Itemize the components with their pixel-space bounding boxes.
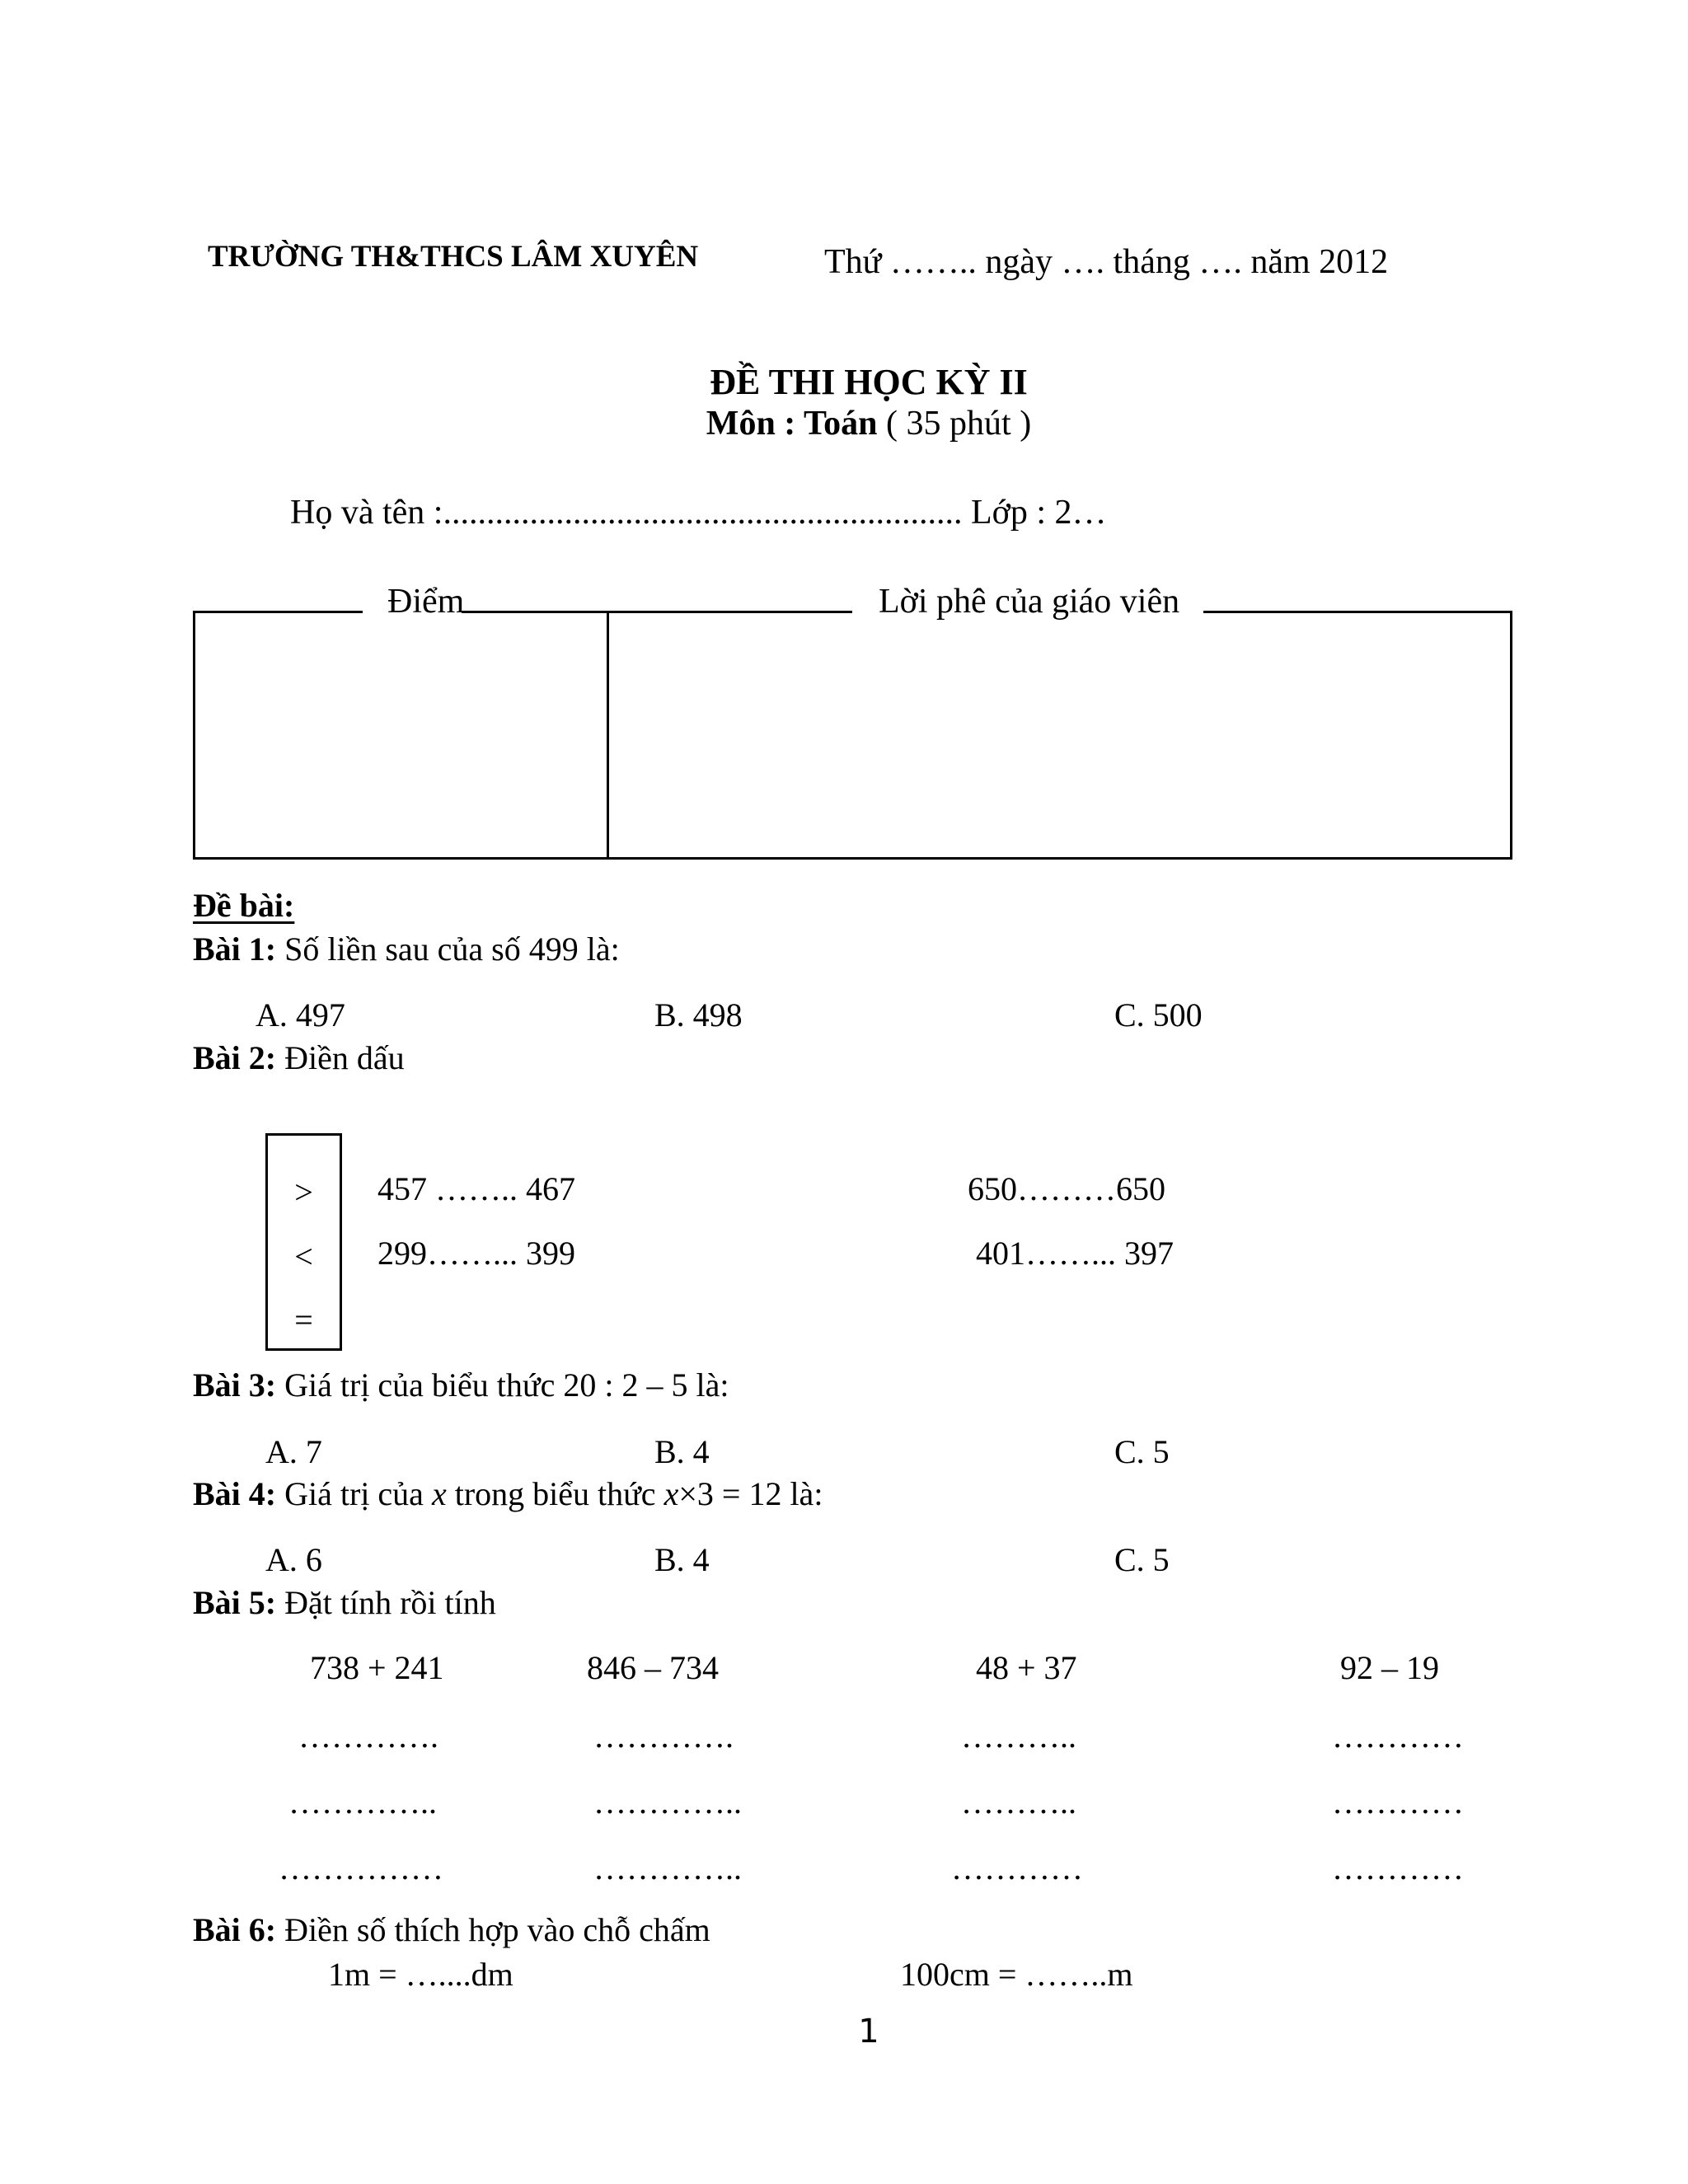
sign-less: <: [294, 1238, 313, 1275]
bai5-dots: …………: [1332, 1783, 1464, 1821]
bai5-expr-3: 48 + 37: [976, 1649, 1077, 1686]
box-bottom-border: [193, 857, 1512, 860]
bai4-option-c: C. 5: [1114, 1541, 1170, 1578]
bai5-expr-4: 92 – 19: [1340, 1649, 1439, 1686]
subject-label: Môn : Toán: [706, 405, 878, 443]
exam-title: ĐỀ THI HỌC KỲ II: [710, 362, 1028, 402]
bai5-dots: ……………: [279, 1849, 443, 1886]
bai5-dots: …………..: [593, 1783, 742, 1821]
bai5-dots: …………: [1332, 1718, 1464, 1755]
bai5-dots: ………..: [961, 1783, 1076, 1821]
variable-x: x: [431, 1475, 447, 1512]
bai5-dots: …………: [951, 1849, 1083, 1886]
score-label: Điểm: [387, 583, 465, 621]
date-line: Thứ …….. ngày …. tháng …. năm 2012: [824, 243, 1389, 281]
bai5-dots: ………..: [961, 1718, 1076, 1755]
bai4-question: Bài 4: Giá trị của x trong biểu thức x×3 = 12 là:: [193, 1475, 823, 1512]
bai2-item-4: 401……... 397: [976, 1235, 1174, 1272]
sign-box: [265, 1133, 342, 1351]
variable-x-expr: x: [663, 1475, 679, 1512]
bai1-option-a: A. 497: [256, 996, 345, 1033]
bai4-option-a: A. 6: [265, 1541, 322, 1578]
bai2-item-3: 299……... 399: [377, 1235, 575, 1272]
box-left-border: [193, 611, 195, 860]
comment-label: Lời phê của giáo viên: [879, 583, 1180, 621]
box-divider: [607, 611, 609, 860]
page-number: 1: [858, 2013, 879, 2050]
school-name: TRƯỜNG TH&THCS LÂM XUYÊN: [208, 240, 699, 274]
bai2-item-2: 650………650: [968, 1170, 1165, 1207]
bai6-item-2: 100cm = ……..m: [900, 1956, 1133, 1993]
bai5-expr-2: 846 – 734: [587, 1649, 719, 1686]
bai5-dots: …………: [1332, 1849, 1464, 1886]
sign-equal: =: [294, 1301, 313, 1338]
bai3-option-a: A. 7: [265, 1433, 322, 1470]
student-name-line: Họ và tên :............................................................ Lớp : 2…: [290, 494, 1107, 532]
bai5-dots: ………….: [298, 1718, 438, 1755]
bai5-dots: …………..: [593, 1849, 742, 1886]
problems-heading: Đề bài:: [193, 887, 295, 924]
box-top-line-left: [193, 611, 363, 613]
bai1-option-b: B. 498: [654, 996, 743, 1033]
bai1-option-c: C. 500: [1114, 996, 1203, 1033]
box-top-line-right: [1203, 611, 1512, 613]
bai6-question: Bài 6: Điền số thích hợp vào chỗ chấm: [193, 1911, 710, 1948]
bai5-dots: …………..: [288, 1783, 437, 1821]
box-top-line-middle: [462, 611, 852, 613]
bai5-expr-1: 738 + 241: [310, 1649, 444, 1686]
bai3-option-c: C. 5: [1114, 1433, 1170, 1470]
bai3-option-b: B. 4: [654, 1433, 710, 1470]
subject-time: ( 35 phút ): [877, 405, 1032, 443]
bai1-question: Bài 1: Số liền sau của số 499 là:: [193, 930, 620, 968]
bai2-question: Bài 2: Điền dấu: [193, 1039, 405, 1076]
bai5-question: Bài 5: Đặt tính rồi tính: [193, 1584, 496, 1621]
bai4-option-b: B. 4: [654, 1541, 710, 1578]
bai5-dots: ………….: [593, 1718, 734, 1755]
box-right-border: [1510, 611, 1512, 860]
sign-greater: >: [294, 1174, 313, 1211]
exam-subject: [0, 404, 1688, 443]
bai2-item-1: 457 …….. 467: [377, 1170, 575, 1207]
bai6-item-1: 1m = …....dm: [328, 1956, 513, 1993]
bai3-question: Bài 3: Giá trị của biểu thức 20 : 2 – 5 là:: [193, 1366, 729, 1404]
